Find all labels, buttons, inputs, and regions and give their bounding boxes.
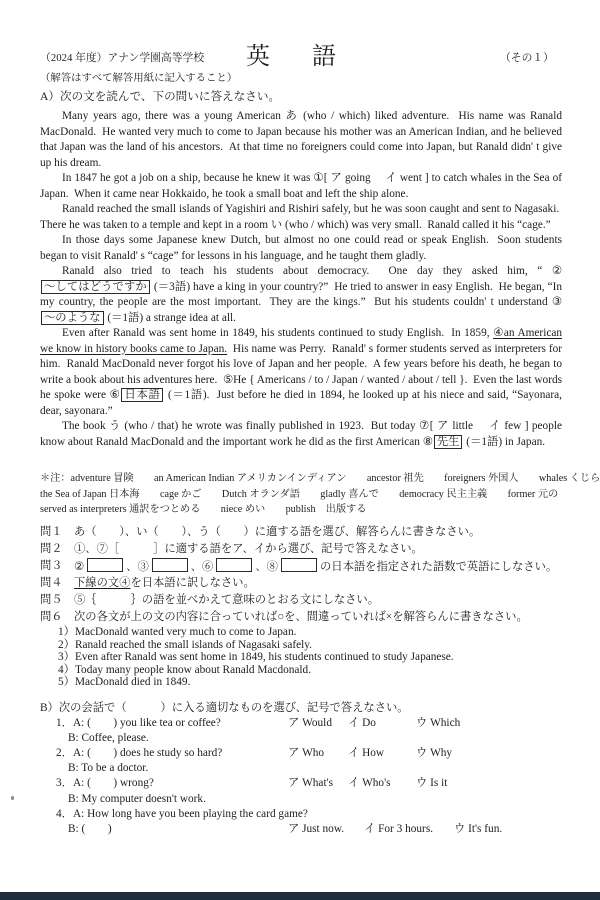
question-list (40, 524, 565, 626)
segment-t: を日本語に訳しなさい。 (130, 577, 255, 589)
dialog-4-answer-blank: B: ( ) (68, 822, 112, 835)
question-1-text: あ（ ）、い（ ）、う（ ）に適する語を選び、解答らんに書きなさい。 (74, 526, 481, 538)
segment-t: ② (74, 561, 85, 573)
segment-t: 、⑥ (190, 561, 214, 573)
option-i: イ Who's (348, 777, 391, 790)
option-i: イ For 3 hours. (364, 822, 434, 835)
dialog-2-a (40, 746, 565, 761)
segment-ebox (281, 558, 317, 572)
vocabulary-notes (40, 471, 600, 518)
tf-item: 3）Even after Ranald was sent home in 1849, his students continued to study Japanese. (58, 651, 454, 664)
dialog-3-question: 3．A: ( ) wrong? (56, 777, 154, 790)
question-6 (40, 609, 565, 626)
segment-box: 先生 (434, 435, 463, 449)
segment-box: ～のような (41, 311, 104, 325)
question-4-text (74, 575, 565, 592)
tf-item: 4）Today many people know about Ranald Macdonald. (58, 663, 312, 676)
tf-item: 1）MacDonald wanted very much to come to Japan. (58, 626, 297, 638)
segment-t: His name was Perry. Ranald' s former students served as interpreters for him. Ranald MacDonald never forgot his love of Japan and her people. A few years before his death, he began to write a book about his adventures here. ⑤He { Americans / to / Japan / wanted / about / tell }. Even the last words he spoke were ⑥ (40, 342, 562, 401)
segment-box: ～してはどうですか (41, 280, 150, 294)
segment-t: (＝1語). Just before he died in 1894, he looked up at his niece and said, “Sayonara, dear, sayonara.” (40, 389, 562, 417)
dialog-1-a (40, 716, 565, 731)
passage-paragraph (40, 233, 562, 264)
question-3-text (74, 558, 565, 575)
section-b-heading: B）次の会話で（ ）に入る適切なものを選び、記号で答えなさい。 (40, 702, 409, 714)
segment-t: 、⑧ (255, 561, 278, 573)
segment-box: 日本語 (121, 388, 163, 402)
option-a: ア Who (288, 747, 325, 760)
segment-t: In 1847 he got a job on a ship, because he knew it was ①[ ア going イ went ] to catch whales in the Sea of Japan. When it came near Hokkaido, he took a small boat and left the ship alone. (40, 172, 562, 200)
dialog-1-options (288, 716, 460, 731)
segment-t: (＝3語) have a king in your country?” He tried to answer in easy English. He began, “In my country, the people are the most important. They are the kings.” But his students couldn' t understand ③ (40, 280, 562, 308)
passage-paragraph (40, 264, 562, 326)
passage-paragraph (40, 109, 562, 171)
notes-line: served as interpreters 通訳をつとめる niece めい publish 出版する (40, 504, 367, 515)
option-a: ア Would (288, 717, 332, 730)
dialog-2-question: 2．A: ( ) does he study so hard? (56, 747, 223, 760)
dialog-4-a: 4．A: How long have you been playing the card game? (56, 807, 308, 820)
segment-t: 、③ (126, 561, 149, 573)
dialog-2-b: B: To be a doctor. (68, 762, 149, 775)
notes-line: the Sea of Japan 日本海 cage かご Dutch オランダ語 gladly 喜んで democracy 民主主義 former 元の (40, 488, 559, 500)
dialog-2-options (288, 746, 452, 761)
segment-t: Ranald reached the small islands of Yagishiri and Rishiri safely, but he was soon caught and sent to Nagasaki. There he was taken to a temple and kept in a room い (who / which) was very small. Ranald called it his “cage.” (40, 203, 562, 231)
segment-t: Many years ago, there was a young American あ (who / which) liked adventure. His name was Ranald MacDonald. He wanted very much to come to Japan because his mother was an American Indian, and he believed that Japan was the land of his ancestors. At that time no foreigners could come into Japan, but Ranald didn' t give up his dream. (40, 110, 562, 169)
dialog-3-b: B: My computer doesn't work. (68, 792, 206, 805)
tf-item: 2）Ranald reached the small islands of Nagasaki safely. (58, 638, 312, 651)
school-year-label: （2024 年度）アナン学園高等学校 (40, 52, 205, 64)
notes-line: ＊注：adventure 冒険 an American Indian アメリカンインディアン ancestor 祖先 foreigners 外国人 whales くじら (40, 473, 600, 484)
question-4-label: 問４ (40, 577, 63, 589)
scan-speck (11, 796, 14, 800)
question-4 (40, 575, 565, 592)
question-2-text: ①、⑦［ ］に適する語をア、イから選び、記号で答えなさい。 (74, 543, 423, 555)
section-b (40, 701, 565, 837)
dialog-4-options (288, 822, 502, 837)
question-6-label: 問６ (40, 611, 63, 623)
exam-title-char-2: 語 (312, 44, 336, 70)
segment-t: The book う (who / that) he wrote was finally published in 1923. But today ⑦[ ア little イ few ] people know about Ranald MacDonald and the important work he did as the first American ⑧ (40, 420, 562, 448)
option-a: ア What's (288, 777, 334, 790)
option-u: ウ It's fun. (454, 822, 503, 835)
tf-item: 5）MacDonald died in 1849. (58, 676, 191, 689)
option-u: ウ Why (416, 747, 453, 760)
segment-ebox (216, 558, 252, 572)
passage-paragraph (40, 419, 562, 450)
dialog-3-a (40, 776, 565, 791)
segment-t: (＝1語) a strange idea at all. (104, 311, 236, 324)
dialog-3-options (288, 776, 447, 791)
section-a-heading: A）次の文を読んで、下の問いに答えなさい。 (40, 90, 281, 103)
option-u: ウ Is it (416, 777, 448, 790)
dialog-1-question: 1．A: ( ) you like tea or coffee? (56, 717, 221, 730)
question-5-text: ⑤｛ ｝の語を並べかえて意味のとおる文にしなさい。 (74, 594, 380, 606)
passage-paragraph (40, 171, 562, 202)
segment-t: Even after Ranald was sent home in 1849, his students continued to study English. In 1859, (62, 327, 494, 339)
segment-ebox (87, 558, 123, 572)
segment-t: Ranald also tried to teach his students about democracy. One day they asked him, “ ② (62, 265, 562, 277)
question-6-items (58, 626, 558, 689)
dialog-4-b (40, 822, 565, 837)
segment-u: 下線の文④ (74, 577, 131, 589)
segment-ebox (152, 558, 188, 572)
option-i: イ How (348, 747, 385, 760)
question-3-label: 問３ (40, 560, 63, 572)
dialog-1-b: B: Coffee, please. (68, 732, 149, 745)
question-6-text: 次の各文が上の文の内容に合っていれば○を、間違っていれば×を解答らんに書きなさい。 (74, 611, 528, 623)
question-5-label: 問５ (40, 594, 63, 606)
segment-t: (＝1語) in Japan. (463, 435, 546, 448)
scan-edge-bar (0, 892, 600, 900)
exam-title (246, 36, 336, 71)
question-2-label: 問２ (40, 543, 63, 555)
segment-u: ④an American we know in history books came to Japan. (40, 327, 563, 355)
segment-t: In those days some Japanese knew Dutch, but almost no one could read or speak English. Soon students began to visit Ranald' s “cage” for lessons in his language, and he taught them gladly. (40, 234, 562, 262)
reading-passage (40, 109, 562, 450)
answer-sheet-note: （解答はすべて解答用紙に記入すること） (40, 73, 238, 84)
question-5 (40, 592, 565, 609)
question-3 (40, 558, 565, 575)
question-1 (40, 524, 565, 541)
page-number-label: （その１） (500, 52, 554, 64)
question-1-label: 問１ (40, 526, 63, 538)
question-2 (40, 541, 565, 558)
option-i: イ Do (348, 717, 376, 730)
segment-t: の日本語を指定された語数で英語にしなさい。 (319, 561, 558, 573)
option-a: ア Just now. (288, 822, 345, 835)
option-u: ウ Which (416, 717, 461, 730)
passage-paragraph (40, 326, 562, 419)
passage-paragraph (40, 202, 562, 233)
exam-title-char-1: 英 (246, 44, 270, 70)
